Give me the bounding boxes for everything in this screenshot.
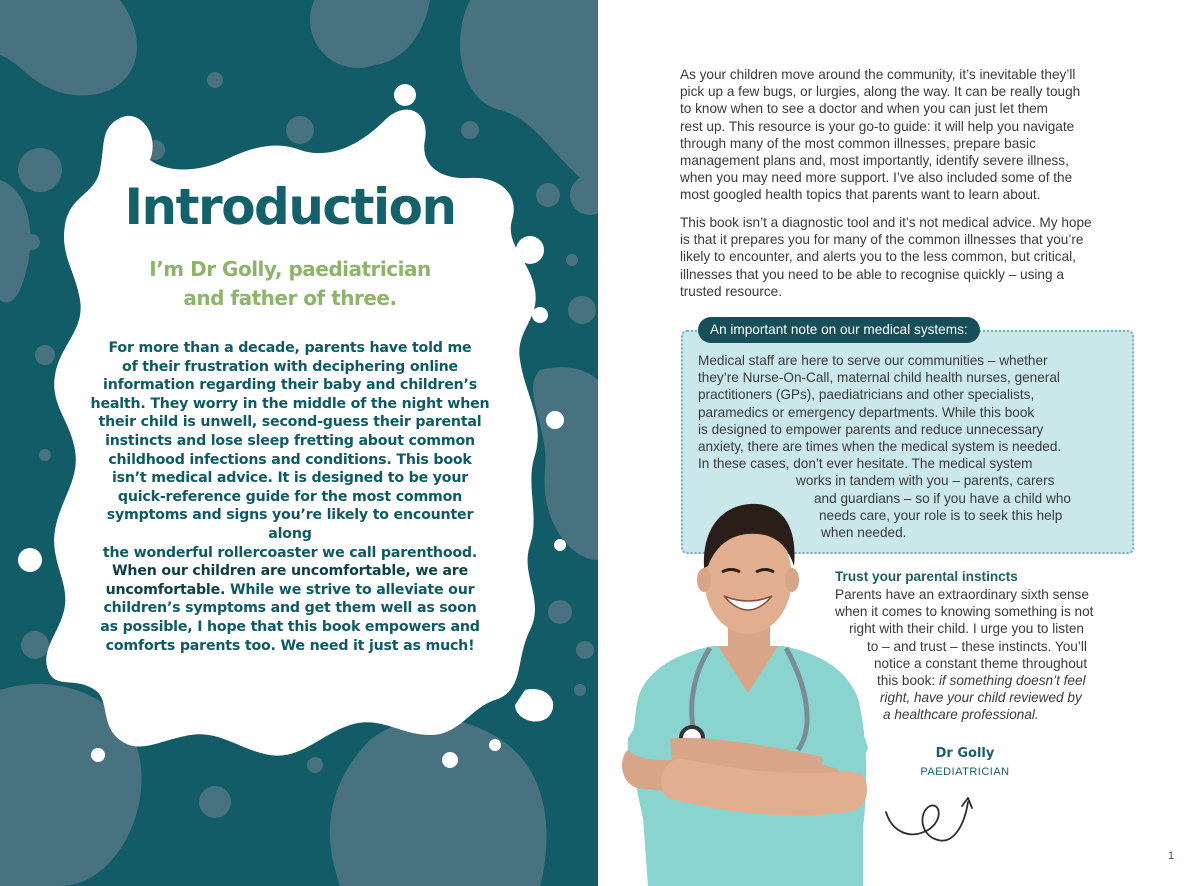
body-line: information regarding their baby and children’s <box>103 377 477 394</box>
paragraph-line: to know when to see a doctor and when you can just let them <box>680 101 1049 117</box>
paragraph-line: most googled health topics that parents want to learn about. <box>680 187 1041 203</box>
signoff-role: PAEDIATRICIAN <box>920 766 1010 778</box>
trust-line: right with their child. I urge you to listen <box>849 621 1084 637</box>
trust-heading: Trust your parental instincts <box>835 569 1018 584</box>
note-line: paramedics or emergency departments. While this book <box>698 404 1035 420</box>
trust-line: Parents have an extraordinary sixth sense <box>835 587 1089 602</box>
intro-content <box>84 180 496 655</box>
body-line: quick-reference guide for the most common <box>117 488 463 505</box>
body-line: instincts and lose sleep fretting about common <box>105 432 475 449</box>
emphasis-line: When our children are uncomfortable, we are <box>111 563 469 580</box>
paragraph-line: likely to encounter, and alerts you to the less common, but critical, <box>680 249 1076 265</box>
paragraph-line: through many of the most common illnesses, prepare basic <box>680 135 1036 151</box>
body-line <box>84 581 496 600</box>
note-line: they’re Nurse-On-Call, maternal child health nurses, general <box>698 370 1060 386</box>
trust-text-italic: a healthcare professional. <box>883 707 1039 723</box>
body-line: health. They worry in the middle of the night when <box>90 395 490 412</box>
note-line: needs care, your role is to seek this help <box>819 507 1063 523</box>
note-line: works in tandem with you – parents, carers <box>796 473 1055 489</box>
body-line: symptoms and signs you’re likely to encounter along <box>106 507 474 542</box>
note-line: practitioners (GPs), paediatricians and other specialists, <box>698 387 1035 403</box>
note-line: anxiety, there are times when the medical system is needed. <box>698 439 1062 455</box>
subtitle-line: I’m Dr Golly, paediatrician <box>149 257 431 281</box>
trust-text <box>835 586 1145 724</box>
medical-note-title: An important note on our medical systems: <box>698 317 980 343</box>
trust-line <box>835 672 1145 689</box>
page-title: Introduction <box>124 178 456 236</box>
body-line: children’s symptoms and get them well as soon <box>103 600 477 617</box>
intro-subtitle <box>84 255 496 313</box>
paragraph-line: is that it prepares you for many of the common illnesses that you’re <box>680 232 1084 248</box>
note-line: and guardians – so if you have a child who <box>814 490 1071 506</box>
trust-text-italic: if something doesn’t feel <box>938 673 1086 689</box>
body-text: While we strive to alleviate our <box>225 581 475 598</box>
signoff-name: Dr Golly <box>935 746 995 761</box>
left-page <box>0 0 598 886</box>
trust-line: when it comes to knowing something is not <box>835 604 1094 620</box>
paragraph-line: rest up. This resource is your go-to guide: it will help you navigate <box>680 118 1075 134</box>
trust-text-italic: right, have your child reviewed by <box>880 690 1082 706</box>
intro-paragraph-1 <box>680 66 1140 204</box>
intro-paragraph-2 <box>680 214 1140 300</box>
trust-line: notice a constant theme throughout <box>874 655 1088 671</box>
emphasis-text: uncomfortable. <box>105 581 226 598</box>
paragraph-line: As your children move around the community, it’s inevitable they’ll <box>680 67 1076 82</box>
paragraph-line: trusted resource. <box>680 283 782 299</box>
paragraph-line: illnesses that you need to be able to recognise quickly – using a <box>680 266 1064 282</box>
note-line: when needed. <box>821 525 907 541</box>
body-line: childhood infections and conditions. This book <box>108 451 472 468</box>
trust-line <box>835 689 1145 706</box>
body-line: their child is unwell, second-guess their parental <box>98 414 482 431</box>
body-line: For more than a decade, parents have told me <box>108 340 472 356</box>
paragraph-line: management plans and, most importantly, identify severe illness, <box>680 153 1069 169</box>
right-page <box>598 0 1200 886</box>
signature-mark <box>882 792 982 852</box>
trust-line: to – and trust – these instincts. You’ll <box>867 638 1087 654</box>
note-line: is designed to empower parents and reduce unnecessary <box>698 421 1044 437</box>
note-line: In these cases, don’t ever hesitate. The medical system <box>698 456 1033 472</box>
trust-line <box>835 706 1145 723</box>
note-line: Medical staff are here to serve our communities – whether <box>698 353 1048 368</box>
intro-body <box>84 339 496 655</box>
subtitle-line: and father of three. <box>183 286 397 310</box>
paragraph-line: when you may need more support. I’ve also included some of the <box>680 170 1073 186</box>
body-line: as possible, I hope that this book empowers and <box>100 618 480 635</box>
trust-text-plain: this book: <box>877 673 939 689</box>
body-line: comforts parents too. We need it just as much! <box>105 637 475 654</box>
page-number: 1 <box>1168 850 1175 862</box>
paragraph-line: This book isn’t a diagnostic tool and it’s not medical advice. My hope <box>680 215 1092 230</box>
body-line: isn’t medical advice. It is designed to be your <box>111 470 469 487</box>
paragraph-line: pick up a few bugs, or lurgies, along the way. It can be really tough <box>680 84 1081 100</box>
body-line: of their frustration with deciphering online <box>122 358 458 375</box>
body-line: the wonderful rollercoaster we call parenthood. <box>102 544 478 561</box>
